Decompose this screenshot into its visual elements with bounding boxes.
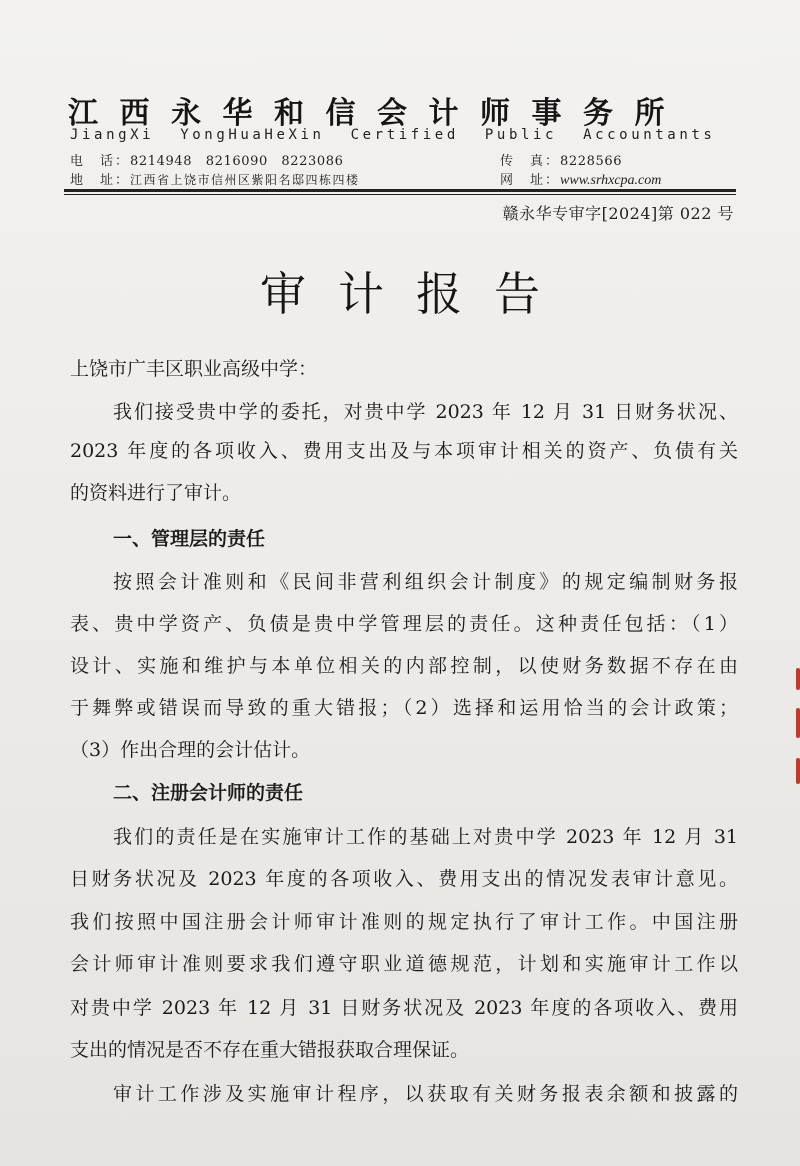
paragraph-line: 按照会计准则和《民间非营利组织会计制度》的规定编制财务报 — [113, 571, 738, 593]
address-text: 江西省上饶市信州区紫阳名邸四栋四楼 — [130, 173, 360, 187]
section-heading-management: 一、管理层的责任 — [113, 528, 266, 550]
fax-label: 传 真： — [500, 154, 561, 169]
firm-name-english: JiangXi YongHuaHeXin Certified Public Accountants — [70, 127, 716, 143]
website-link: www.srhxcpa.com — [560, 173, 662, 188]
paragraph-line: 审计工作涉及实施审计程序，以获取有关财务报表余额和披露的 — [113, 1083, 738, 1105]
phone-numbers: 8214948 8216090 8223086 — [130, 154, 344, 169]
paragraph-line: 设计、实施和维护与本单位相关的内部控制，以使财务数据不存在由 — [70, 655, 738, 677]
paragraph-line: 表、贵中学资产、负债是贵中学管理层的责任。这种责任包括：（1） — [70, 613, 738, 635]
phone-line — [70, 150, 344, 169]
fax-number: 8228566 — [560, 154, 623, 169]
fax-line — [500, 150, 622, 169]
paragraph-line: 于舞弊或错误而导致的重大错报；（2）选择和运用恰当的会计政策； — [70, 697, 738, 719]
paragraph-line: 2023 年度的各项收入、费用支出及与本项审计相关的资产、负债有关 — [70, 440, 738, 462]
website-line — [500, 169, 661, 189]
paragraph-line: 我们的责任是在实施审计工作的基础上对贵中学 2023 年 12 月 31 — [113, 826, 738, 848]
section-heading-cpa: 二、注册会计师的责任 — [113, 782, 304, 804]
paragraph-line: （3）作出合理的会计估计。 — [70, 739, 311, 761]
document-number: 赣永华专审字[2024]第 022 号 — [502, 204, 734, 223]
letterhead-rule-thin — [64, 194, 736, 195]
paragraph-line: 我们接受贵中学的委托，对贵中学 2023 年 12 月 31 日财务状况、 — [113, 401, 738, 423]
website-label: 网 址： — [500, 173, 561, 188]
paragraph-line: 对贵中学 2023 年 12 月 31 日财务状况及 2023 年度的各项收入、费用 — [70, 997, 738, 1019]
paragraph-line: 的资料进行了审计。 — [70, 482, 242, 504]
phone-label: 电 话： — [70, 154, 131, 169]
firm-name: 江西永华和信会计师事务所 — [68, 96, 686, 131]
paragraph-line: 我们按照中国注册会计师审计准则的规定执行了审计工作。中国注册 — [70, 911, 738, 933]
address-line — [70, 169, 360, 188]
addressee: 上饶市广丰区职业高级中学： — [70, 358, 318, 380]
seal-edge-fragment — [796, 708, 800, 738]
paragraph-line: 日财务状况及 2023 年度的各项收入、费用支出的情况发表审计意见。 — [70, 868, 738, 890]
address-label: 地 址： — [70, 173, 131, 188]
paragraph-line: 会计师审计准则要求我们遵守职业道德规范，计划和实施审计工作以 — [70, 953, 738, 975]
seal-edge-fragment — [796, 758, 800, 784]
seal-edge-fragment — [796, 668, 800, 690]
paragraph-line: 支出的情况是否不存在重大错报获取合理保证。 — [70, 1039, 470, 1061]
report-title: 审计报告 — [260, 267, 572, 321]
letterhead-rule-thick — [64, 189, 736, 192]
